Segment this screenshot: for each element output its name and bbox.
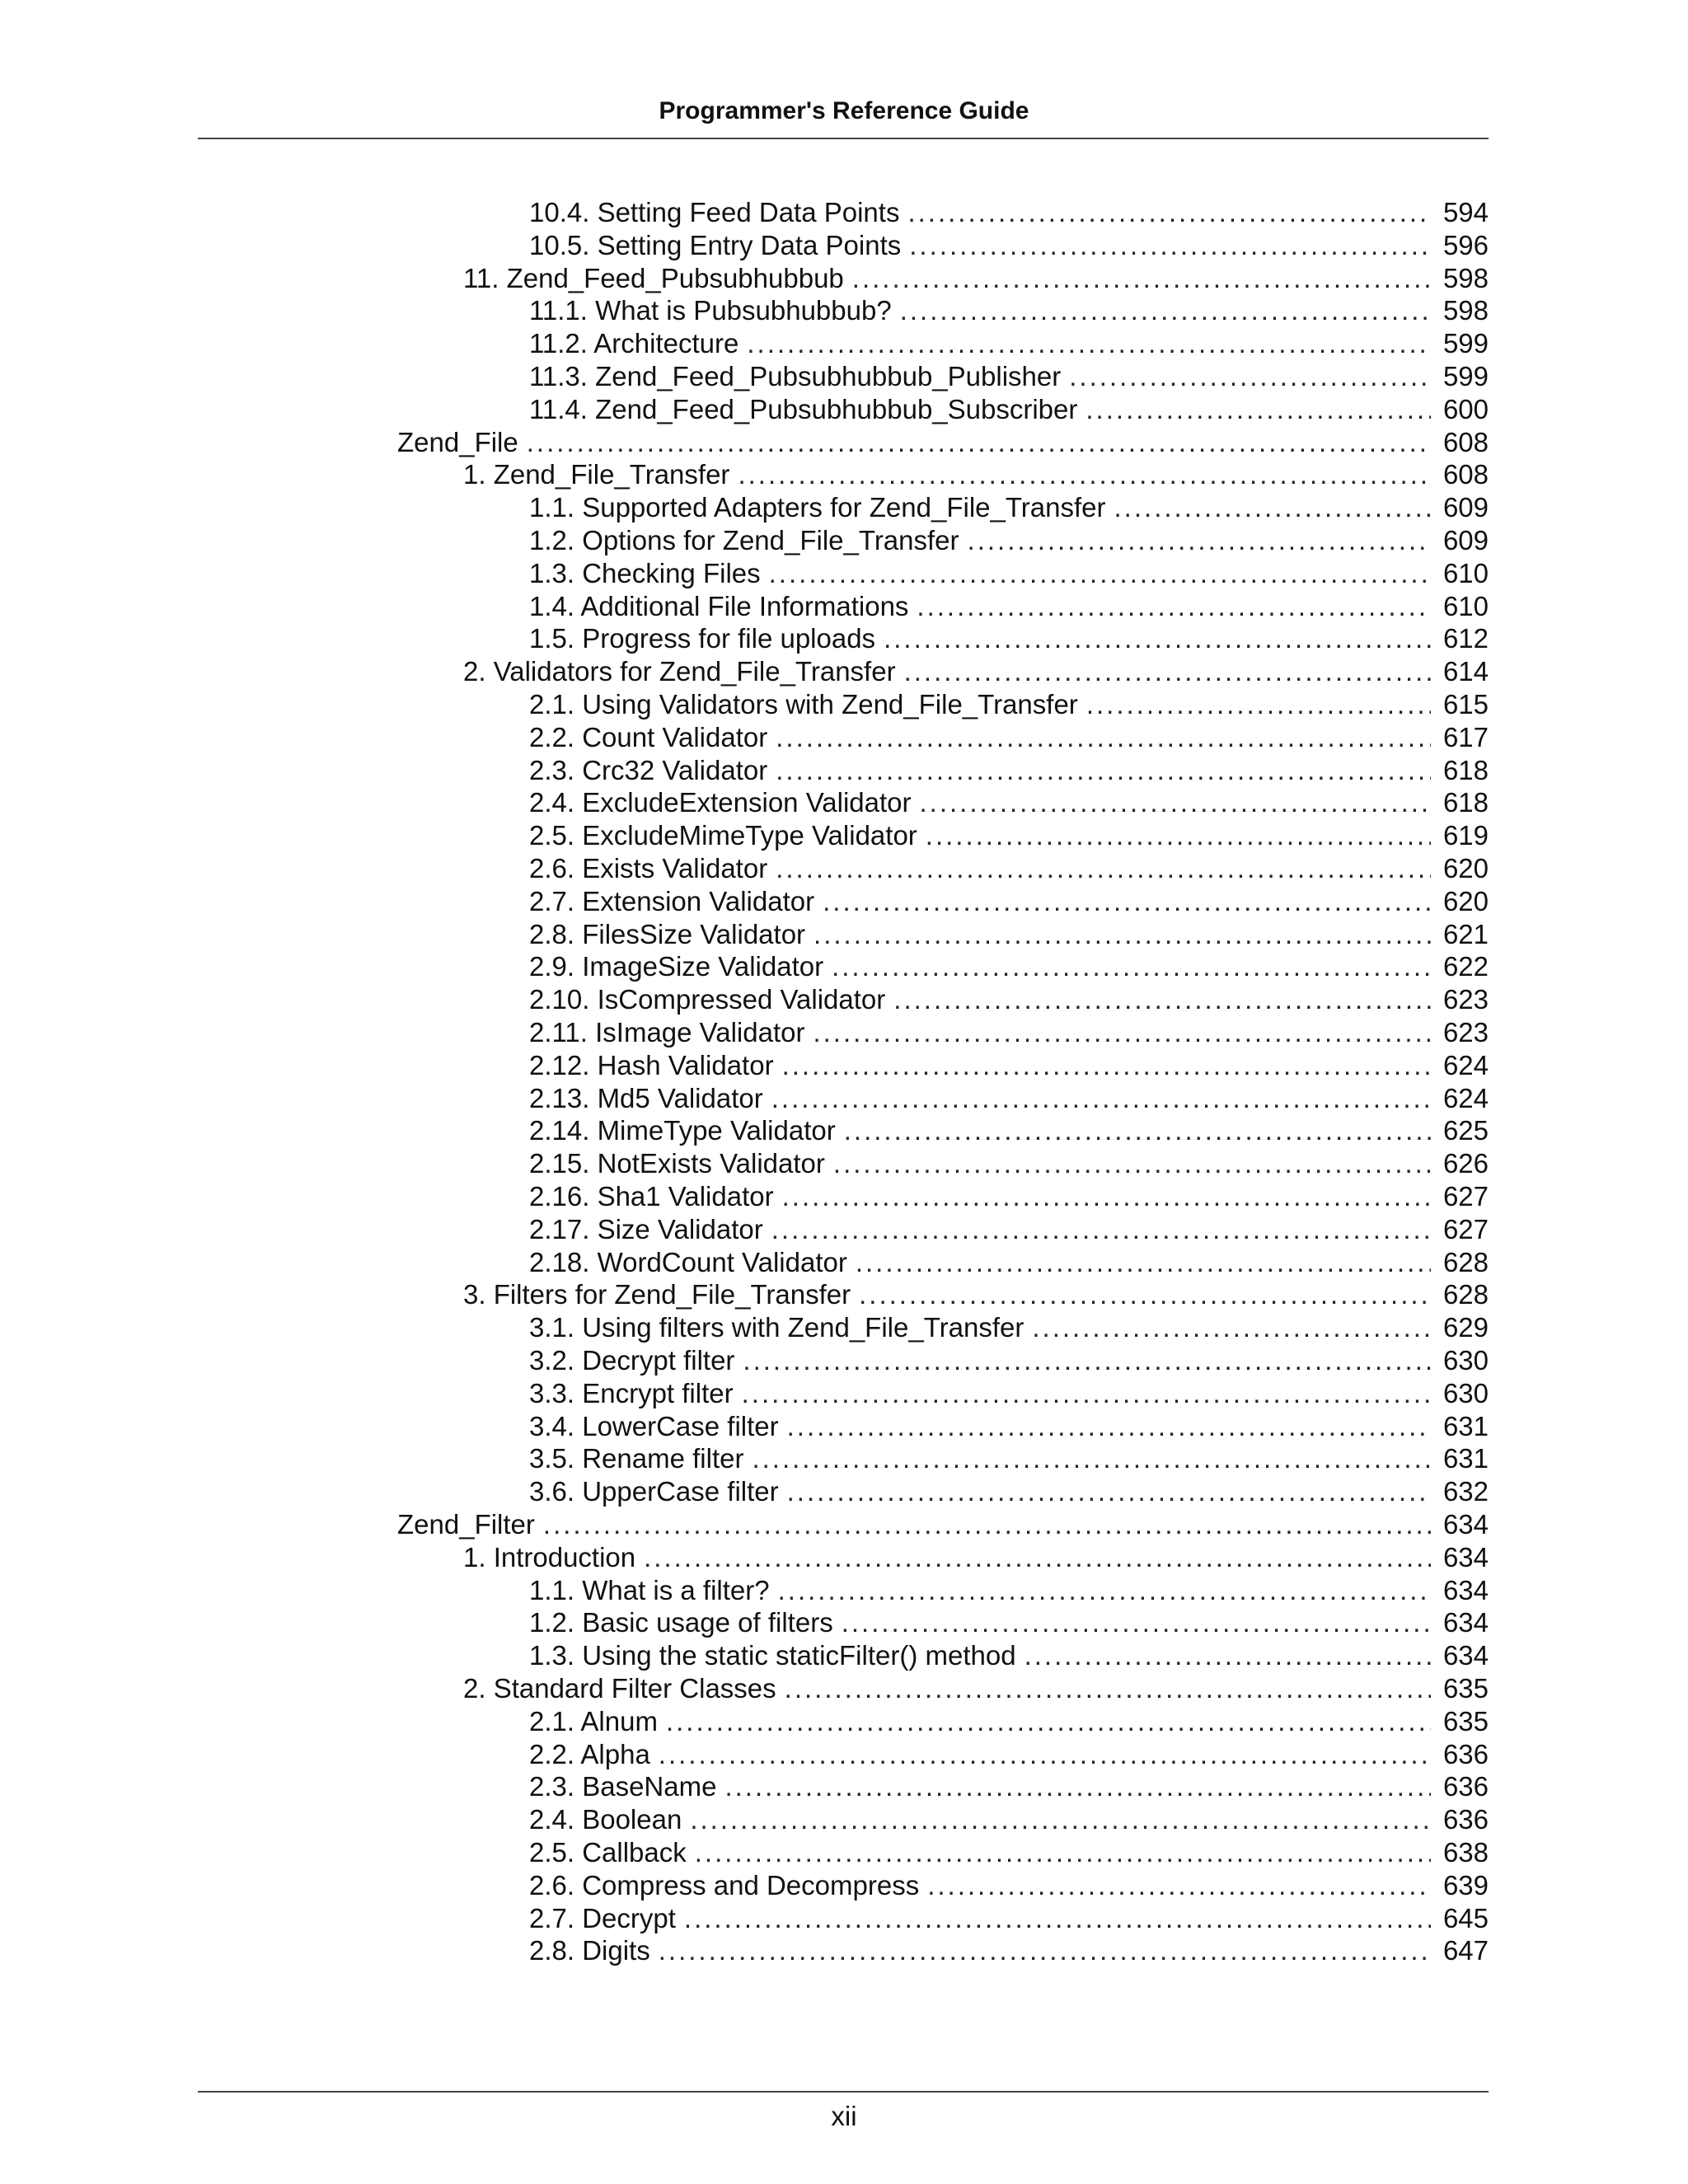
toc-entry-page: 610 [1442,558,1489,588]
toc-entry-page: 636 [1442,1739,1489,1769]
toc-entry-page: 631 [1442,1411,1489,1441]
toc-entry-title: Zend_Filter [397,1509,535,1540]
toc-dot-leader [769,557,1431,590]
toc-dot-leader [1114,491,1431,524]
toc-entry[interactable] [397,1508,1489,1541]
toc-dot-leader [909,229,1431,262]
toc-dot-leader [738,458,1431,491]
toc-entry[interactable] [529,491,1489,524]
toc-entry-page: 598 [1442,295,1489,326]
toc-dot-leader [920,786,1432,819]
toc-entry[interactable] [529,1410,1489,1443]
page-header: Programmer's Reference Guide [659,97,1029,124]
toc-entry[interactable] [529,393,1489,426]
toc-entry-title: 2.2. Count Validator [529,722,768,752]
toc-dot-leader [842,1606,1431,1639]
toc-entry-page: 598 [1442,263,1489,293]
toc-entry[interactable] [529,1147,1489,1180]
toc-entry-title: 3.1. Using filters with Zend_File_Transfer [529,1312,1025,1343]
toc-dot-leader [904,655,1431,688]
toc-entry[interactable] [529,754,1489,787]
toc-entry[interactable] [529,1442,1489,1475]
toc-entry-title: 11. Zend_Feed_Pubsubhubbub [463,263,844,293]
toc-entry[interactable] [529,1836,1489,1869]
toc-entry-page: 617 [1442,722,1489,752]
toc-dot-leader [787,1410,1431,1443]
toc-entry[interactable] [529,1803,1489,1836]
toc-entry-page: 635 [1442,1706,1489,1736]
toc-dot-leader [742,1377,1431,1410]
toc-dot-leader [743,1344,1431,1377]
toc-dot-leader [884,622,1431,655]
toc-entry-page: 600 [1442,394,1489,424]
toc-dot-leader [782,1180,1431,1213]
toc-entry-title: 1. Zend_File_Transfer [463,459,730,490]
toc-dot-leader [776,721,1431,754]
toc-entry[interactable] [529,196,1489,229]
toc-entry-title: 1.1. What is a filter? [529,1575,770,1605]
toc-entry-page: 632 [1442,1476,1489,1507]
toc-entry-page: 621 [1442,919,1489,949]
toc-entry[interactable] [529,1311,1489,1344]
toc-entry-title: 2.5. Callback [529,1837,687,1868]
toc-entry-title: 1.2. Options for Zend_File_Transfer [529,525,959,555]
toc-entry-page: 608 [1442,459,1489,490]
toc-entry-title: 2.8. Digits [529,1935,650,1966]
toc-entry-page: 596 [1442,230,1489,260]
toc-entry-page: 636 [1442,1771,1489,1802]
toc-entry-title: 2.7. Decrypt [529,1903,676,1933]
toc-entry[interactable] [529,1639,1489,1672]
toc-entry[interactable] [529,950,1489,983]
toc-entry[interactable] [529,1902,1489,1935]
toc-entry-page: 647 [1442,1935,1489,1966]
toc-entry-page: 645 [1442,1903,1489,1933]
toc-entry-page: 625 [1442,1115,1489,1146]
toc-dot-leader [893,983,1431,1016]
toc-entry-title: 2.18. WordCount Validator [529,1247,847,1277]
toc-entry-title: 2.9. ImageSize Validator [529,951,824,982]
toc-dot-leader [776,754,1431,787]
toc-entry[interactable] [529,360,1489,393]
toc-entry-title: 1.5. Progress for file uploads [529,623,876,654]
page-number: xii [831,2101,857,2131]
toc-dot-leader [684,1902,1431,1935]
toc-entry-page: 609 [1442,525,1489,555]
toc-entry[interactable] [529,1082,1489,1115]
toc-entry-page: 599 [1442,328,1489,359]
toc-entry[interactable] [529,1016,1489,1049]
toc-dot-leader [778,1574,1431,1607]
toc-entry-page: 615 [1442,689,1489,719]
toc-entry[interactable] [529,1377,1489,1410]
toc-entry-page: 639 [1442,1870,1489,1900]
toc-dot-leader [859,1278,1431,1311]
toc-dot-leader [659,1738,1431,1771]
toc-dot-leader [666,1705,1431,1738]
toc-dot-leader [785,1672,1431,1705]
toc-entry-title: 2.10. IsCompressed Validator [529,984,886,1015]
toc-dot-leader [814,918,1431,951]
toc-entry[interactable] [529,229,1489,262]
toc-entry-page: 630 [1442,1345,1489,1376]
toc-entry[interactable] [529,1869,1489,1902]
toc-entry-page: 614 [1442,656,1489,687]
toc-entry-title: 10.5. Setting Entry Data Points [529,230,902,260]
toc-entry-title: 2. Validators for Zend_File_Transfer [463,656,896,687]
toc-entry-title: 3.6. UpperCase filter [529,1476,779,1507]
toc-entry-title: 2.4. ExcludeExtension Validator [529,787,912,818]
toc-entry-page: 610 [1442,591,1489,621]
toc-entry[interactable] [529,885,1489,918]
toc-entry-title: 2.1. Using Validators with Zend_File_Transfer [529,689,1078,719]
toc-entry-page: 622 [1442,951,1489,982]
toc-entry-page: 599 [1442,361,1489,391]
toc-dot-leader [787,1475,1431,1508]
toc-entry-page: 624 [1442,1050,1489,1080]
toc-entry-title: 2.8. FilesSize Validator [529,919,806,949]
toc-entry-page: 634 [1442,1542,1489,1572]
toc-entry[interactable] [529,1574,1489,1607]
toc-entry-title: 3. Filters for Zend_File_Transfer [463,1279,851,1310]
toc-dot-leader [900,294,1431,327]
toc-entry-title: 2.11. IsImage Validator [529,1017,805,1047]
toc-entry[interactable] [529,1344,1489,1377]
toc-entry-title: 1. Introduction [463,1542,636,1572]
footer-rule [198,2091,1489,2093]
toc-entry-title: 2.4. Boolean [529,1804,682,1835]
toc-entry-title: 3.4. LowerCase filter [529,1411,779,1441]
toc-entry[interactable] [529,1738,1489,1771]
toc-entry[interactable] [463,458,1489,491]
toc-entry[interactable] [529,557,1489,590]
toc-dot-leader [1032,1311,1431,1344]
toc-entry[interactable] [529,1606,1489,1639]
toc-entry[interactable] [529,1114,1489,1147]
toc-dot-leader [527,426,1431,459]
toc-entry-title: 1.1. Supported Adapters for Zend_File_Transfer [529,492,1106,523]
toc-entry-page: 594 [1442,197,1489,227]
toc-entry[interactable] [463,1541,1489,1574]
toc-entry[interactable] [463,262,1489,295]
toc-entry-title: 10.4. Setting Feed Data Points [529,197,900,227]
toc-entry[interactable] [529,819,1489,852]
toc-entry[interactable] [529,1213,1489,1246]
toc-entry-title: 2.13. Md5 Validator [529,1083,763,1113]
toc-entry[interactable] [529,1934,1489,1967]
toc-entry[interactable] [529,524,1489,557]
toc-entry-title: 1.2. Basic usage of filters [529,1607,833,1638]
toc-entry-title: 2.16. Sha1 Validator [529,1181,774,1212]
toc-entry-page: 634 [1442,1640,1489,1671]
toc-entry-page: 623 [1442,1017,1489,1047]
toc-dot-leader [823,885,1431,918]
toc-dot-leader [644,1541,1431,1574]
toc-dot-leader [813,1016,1431,1049]
toc-entry[interactable] [529,327,1489,360]
toc-entry[interactable] [529,294,1489,327]
toc-entry-page: 618 [1442,787,1489,818]
toc-dot-leader [771,1082,1431,1115]
toc-entry[interactable] [463,1278,1489,1311]
toc-entry[interactable] [529,622,1489,655]
toc-entry-page: 630 [1442,1378,1489,1408]
toc-entry-title: 2.6. Compress and Decompress [529,1870,920,1900]
header-rule [198,138,1489,139]
toc-entry[interactable] [397,426,1489,459]
toc-entry[interactable] [529,721,1489,754]
toc-entry-title: 3.2. Decrypt filter [529,1345,735,1376]
toc-entry-title: 2.15. NotExists Validator [529,1148,825,1179]
toc-entry-title: Zend_File [397,427,518,457]
toc-dot-leader [844,1114,1431,1147]
toc-entry[interactable] [529,1770,1489,1803]
toc-dot-leader [690,1803,1431,1836]
toc-dot-leader [782,1049,1431,1082]
toc-entry-title: 2. Standard Filter Classes [463,1673,776,1704]
toc-entry-page: 620 [1442,853,1489,883]
toc-entry-page: 612 [1442,623,1489,654]
toc-entry-page: 608 [1442,427,1489,457]
toc-entry-title: 1.3. Checking Files [529,558,761,588]
toc-dot-leader [832,950,1431,983]
toc-entry[interactable] [529,1246,1489,1279]
toc-entry-title: 2.6. Exists Validator [529,853,768,883]
toc-dot-leader [659,1934,1431,1967]
toc-dot-leader [1085,393,1431,426]
toc-entry-title: 2.1. Alnum [529,1706,658,1736]
toc-entry-page: 635 [1442,1673,1489,1704]
toc-dot-leader [907,196,1431,229]
toc-entry-title: 1.4. Additional File Informations [529,591,909,621]
toc-entry-page: 629 [1442,1312,1489,1343]
toc-dot-leader [771,1213,1431,1246]
toc-entry[interactable] [529,1475,1489,1508]
toc-entry-page: 636 [1442,1804,1489,1835]
toc-dot-leader [1025,1639,1431,1672]
toc-entry-page: 619 [1442,820,1489,851]
toc-entry-page: 623 [1442,984,1489,1015]
toc-entry-page: 634 [1442,1509,1489,1540]
toc-entry-page: 631 [1442,1443,1489,1474]
toc-dot-leader [724,1770,1431,1803]
toc-entry[interactable] [529,786,1489,819]
toc-dot-leader [752,1442,1431,1475]
toc-dot-leader [747,327,1431,360]
toc-entry[interactable] [529,1049,1489,1082]
toc-dot-leader [852,262,1431,295]
toc-entry-page: 626 [1442,1148,1489,1179]
toc-dot-leader [1086,688,1431,721]
toc-entry-page: 634 [1442,1575,1489,1605]
toc-dot-leader [926,819,1431,852]
toc-entry[interactable] [529,590,1489,623]
toc-entry-page: 638 [1442,1837,1489,1868]
toc-entry-title: 2.14. MimeType Validator [529,1115,836,1146]
toc-entry-title: 2.17. Size Validator [529,1214,763,1244]
toc-entry-title: 3.3. Encrypt filter [529,1378,734,1408]
toc-entry-page: 627 [1442,1181,1489,1212]
toc-entry-title: 1.3. Using the static staticFilter() method [529,1640,1016,1671]
toc-entry-title: 11.2. Architecture [529,328,739,359]
toc-dot-leader [776,852,1431,885]
toc-entry-title: 11.4. Zend_Feed_Pubsubhubbub_Subscriber [529,394,1078,424]
toc-dot-leader [917,590,1431,623]
toc-entry-title: 2.3. BaseName [529,1771,717,1802]
toc-entry-title: 2.3. Crc32 Validator [529,755,768,785]
toc-entry-title: 2.5. ExcludeMimeType Validator [529,820,917,851]
toc-entry-page: 634 [1442,1607,1489,1638]
toc-entry-page: 627 [1442,1214,1489,1244]
toc-entry[interactable] [463,655,1489,688]
toc-entry[interactable] [529,918,1489,951]
toc-entry[interactable] [529,1705,1489,1738]
toc-entry[interactable] [529,983,1489,1016]
toc-entry-title: 11.1. What is Pubsubhubbub? [529,295,892,326]
toc-entry-title: 2.7. Extension Validator [529,886,815,916]
toc-entry[interactable] [463,1672,1489,1705]
toc-dot-leader [543,1508,1431,1541]
toc-dot-leader [695,1836,1431,1869]
toc-dot-leader [927,1869,1431,1902]
toc-entry-title: 2.12. Hash Validator [529,1050,774,1080]
toc-entry-title: 3.5. Rename filter [529,1443,744,1474]
toc-entry-page: 609 [1442,492,1489,523]
toc-dot-leader [856,1246,1431,1279]
toc-entry-page: 624 [1442,1083,1489,1113]
toc-entry-page: 628 [1442,1279,1489,1310]
toc-entry-title: 11.3. Zend_Feed_Pubsubhubbub_Publisher [529,361,1062,391]
toc-entry[interactable] [529,1180,1489,1213]
toc-entry[interactable] [529,852,1489,885]
toc-dot-leader [1069,360,1431,393]
toc-entry-page: 620 [1442,886,1489,916]
toc-dot-leader [833,1147,1431,1180]
toc-entry-page: 628 [1442,1247,1489,1277]
toc-entry-title: 2.2. Alpha [529,1739,650,1769]
toc-entry-page: 618 [1442,755,1489,785]
toc-dot-leader [968,524,1431,557]
toc-entry[interactable] [529,688,1489,721]
